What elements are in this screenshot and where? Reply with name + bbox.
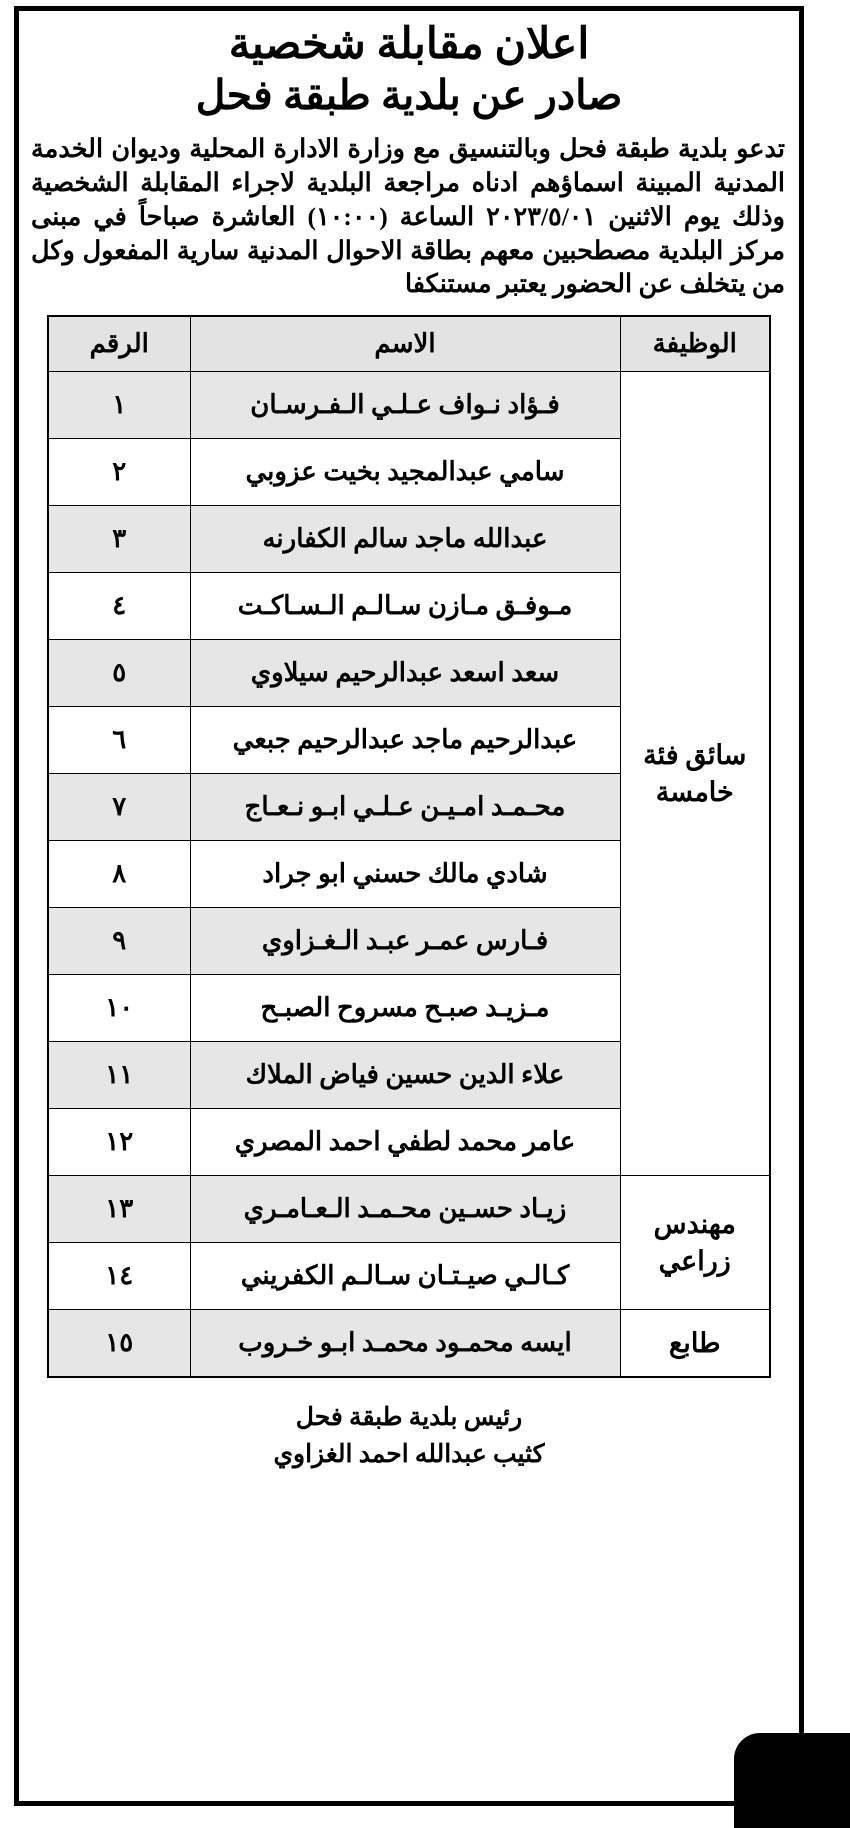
candidate-name: كـالـي صيـتـان سـالـم الكفريني [190, 1243, 620, 1310]
scan-corner-artifact [734, 1733, 850, 1828]
title-line-2: صادر عن بلدية طبقة فحل [195, 71, 623, 118]
table-header-row [48, 316, 770, 372]
table-row [48, 372, 770, 439]
candidate-name: فـؤاد نـواف عـلـي الـفـرسـان [190, 372, 620, 439]
candidate-number: ٥ [48, 640, 190, 707]
candidate-name: سعد اسعد عبدالرحيم سيلاوي [190, 640, 620, 707]
candidate-number: ٩ [48, 908, 190, 975]
candidate-name: مـزيـد صبـح مسروح الصبـح [190, 975, 620, 1042]
candidate-number: ٤ [48, 573, 190, 640]
candidate-number: ٧ [48, 774, 190, 841]
candidate-number: ١٠ [48, 975, 190, 1042]
candidate-name: سامي عبدالمجيد بخيت عزوبي [190, 439, 620, 506]
signature-name: كثيب عبدالله احمد الغزاوي [273, 1440, 545, 1468]
candidate-number: ٢ [48, 439, 190, 506]
announcement-body [29, 132, 789, 302]
candidate-number: ١١ [48, 1042, 190, 1109]
candidate-name: فـارس عمـر عبـد الـغـزاوي [190, 908, 620, 975]
candidate-name: ايسه محمـود محمـد ابـو خـروب [190, 1310, 620, 1378]
candidate-name: مـوفـق مـازن سـالـم الـسـاكـت [190, 573, 620, 640]
candidate-name: محـمـد امـيـن عـلـي ابـو نـعـاج [190, 774, 620, 841]
candidate-number: ٦ [48, 707, 190, 774]
candidates-table [47, 315, 771, 1378]
announcement-signature [29, 1400, 789, 1473]
candidate-number: ١٥ [48, 1310, 190, 1378]
candidate-number: ٨ [48, 841, 190, 908]
announcement-title [29, 19, 789, 120]
candidate-number: ١٣ [48, 1176, 190, 1243]
table-row [48, 1176, 770, 1243]
candidate-name: زيـاد حسـين محـمـد الـعـامـري [190, 1176, 620, 1243]
job-cell-driver: سائق فئة خامسة [620, 372, 770, 1176]
job-cell-typist: طابع [620, 1310, 770, 1378]
candidate-name: عامر محمد لطفي احمد المصري [190, 1109, 620, 1176]
candidate-name: عبدالرحيم ماجد عبدالرحيم جبعي [190, 707, 620, 774]
candidate-name: عبدالله ماجد سالم الكفارنه [190, 506, 620, 573]
column-header-number: الرقم [48, 316, 190, 372]
announcement-body-text: تدعو بلدية طبقة فحل وبالتنسيق مع وزارة الادارة المحلية وديوان الخدمة المدنية المبينة اسماؤهم ادناه مراجعة البلدية لاجراء المقابلة الشخصية وذلك يوم الاثنين ٢٠٢٣/٥/٠١ الساعة (١٠:٠٠) العاشرة صباحاً في مبنى مركز البلدية مصطحبين معهم بطاقة الاحوال المدنية سارية المفعول وكل من يتخلف عن الحضور يعتبر مستنكفا [31, 133, 785, 299]
job-cell-agricultural-engineer: مهندس زراعي [620, 1176, 770, 1310]
column-header-job: الوظيفة [620, 316, 770, 372]
signature-title: رئيس بلدية طبقة فحل [295, 1404, 523, 1432]
table-row [48, 1310, 770, 1378]
title-line-1: اعلان مقابلة شخصية [228, 21, 590, 68]
column-header-name: الاسم [190, 316, 620, 372]
candidate-name: شادي مالك حسني ابو جراد [190, 841, 620, 908]
announcement-frame [14, 6, 804, 1806]
candidate-name: علاء الدين حسين فياض الملاك [190, 1042, 620, 1109]
candidate-number: ٣ [48, 506, 190, 573]
candidate-number: ١٢ [48, 1109, 190, 1176]
candidate-number: ١ [48, 372, 190, 439]
candidate-number: ١٤ [48, 1243, 190, 1310]
